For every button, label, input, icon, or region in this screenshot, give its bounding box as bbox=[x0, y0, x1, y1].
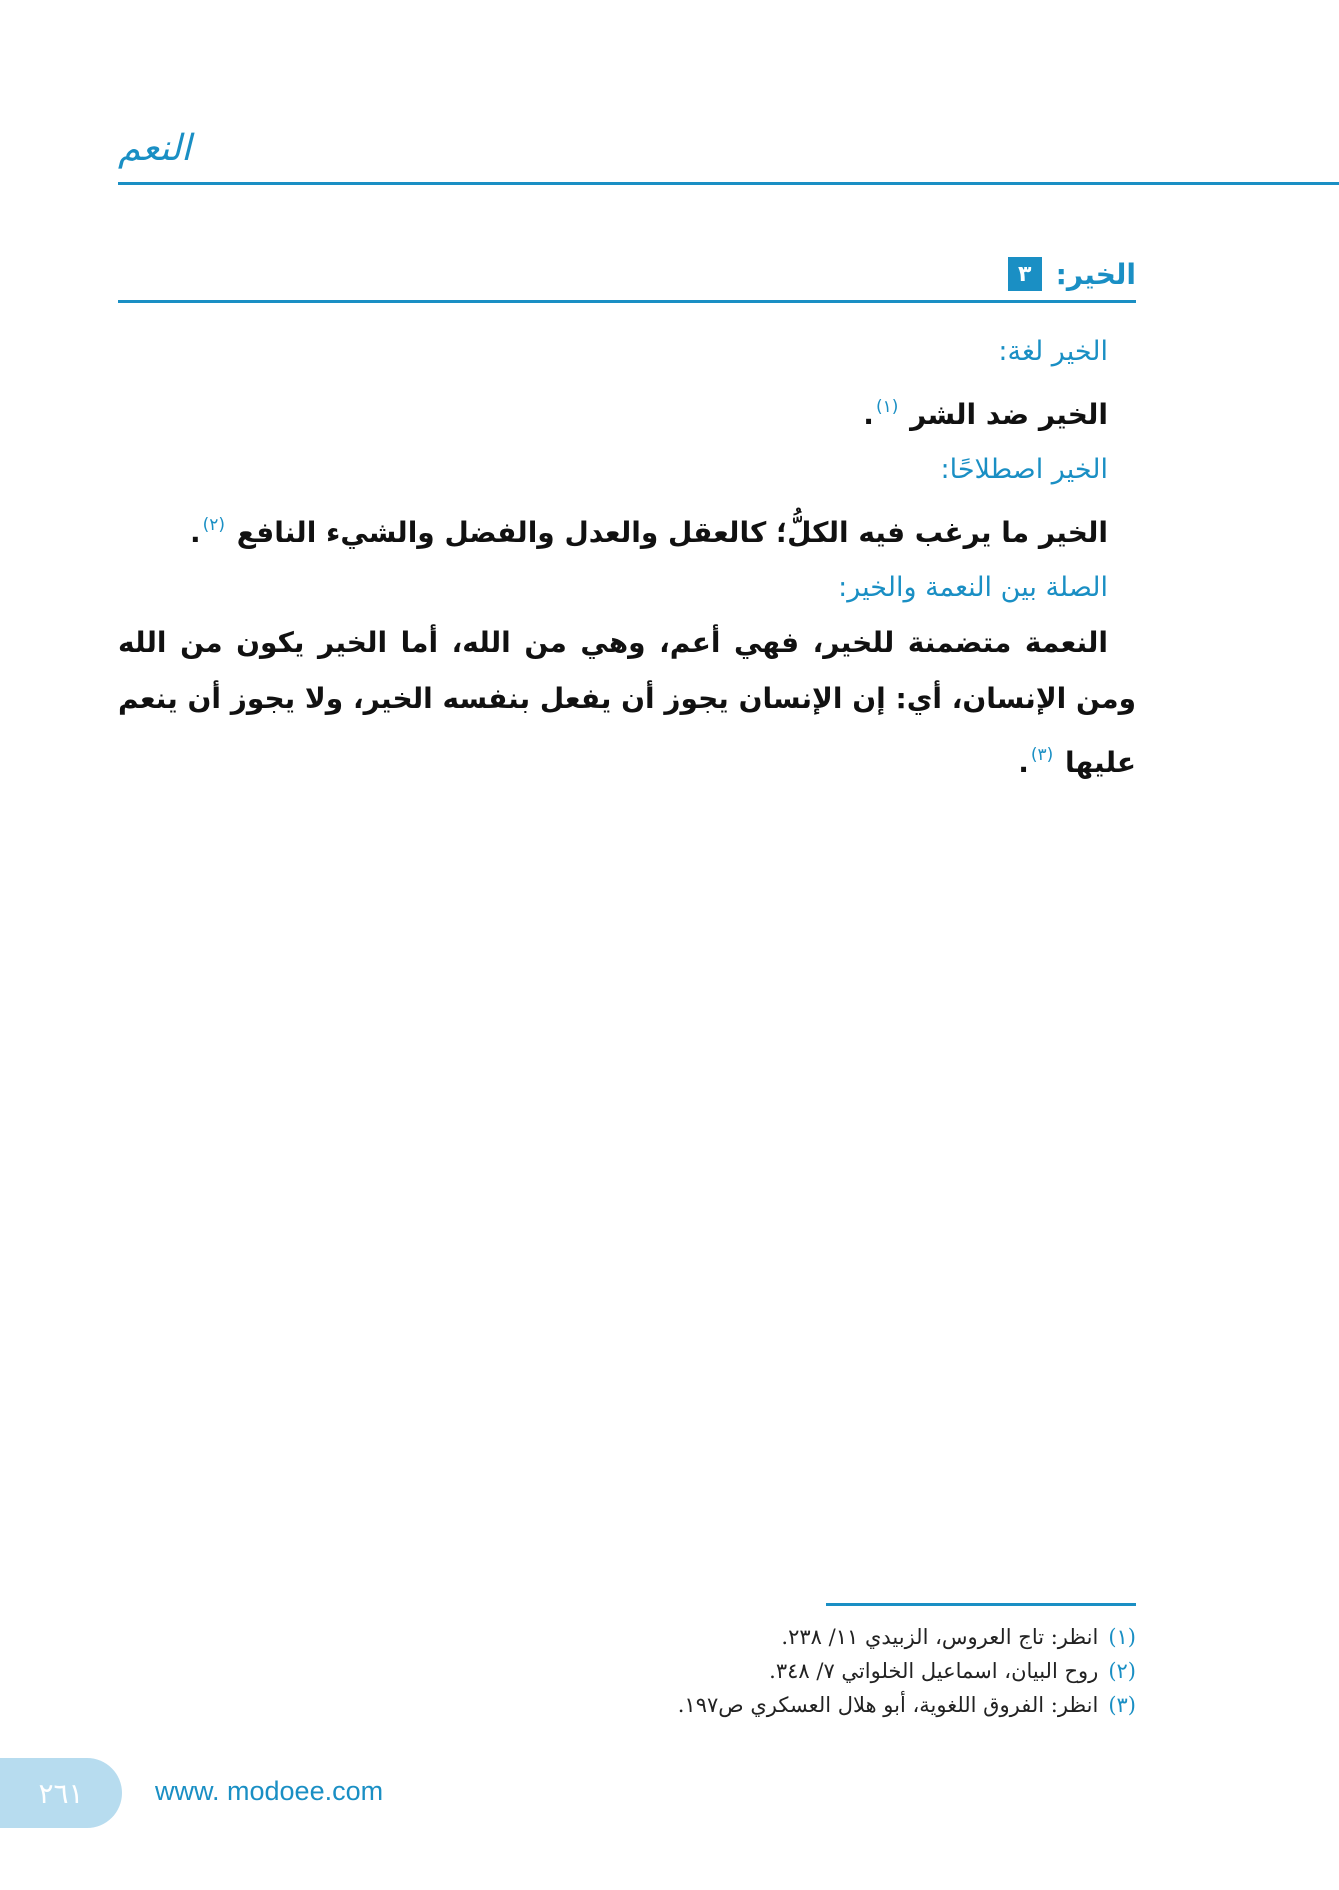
footnote-text: روح البيان، اسماعيل الخلواتي ٧/ ٣٤٨. bbox=[769, 1659, 1099, 1683]
footnote-number: (٣) bbox=[1108, 1693, 1136, 1717]
term-text: الخير ما يرغب فيه الكلُّ؛ كالعقل والعدل والفضل والشيء النافع bbox=[236, 516, 1108, 549]
footnote-text: انظر: تاج العروس، الزبيدي ١١/ ٢٣٨. bbox=[781, 1625, 1099, 1649]
footnote-divider bbox=[826, 1603, 1136, 1606]
footnote-item bbox=[436, 1688, 1136, 1722]
section-title: الخير: bbox=[1055, 257, 1136, 291]
header-title: النعم bbox=[118, 128, 192, 169]
lang-text: الخير ضد الشر bbox=[910, 398, 1108, 431]
section-divider bbox=[118, 300, 1136, 303]
footnote-item bbox=[436, 1654, 1136, 1688]
footnote-text: انظر: الفروق اللغوية، أبو هلال العسكري ص١٩٧. bbox=[677, 1693, 1099, 1717]
relation-end: . bbox=[1018, 746, 1029, 779]
page-number: ٢٦١ bbox=[38, 1776, 84, 1810]
term-heading: الخير اصطلاحًا: bbox=[940, 454, 1108, 485]
footnote-item bbox=[436, 1620, 1136, 1654]
term-definition bbox=[118, 497, 1136, 561]
relation-heading: الصلة بين النعمة والخير: bbox=[838, 572, 1108, 603]
term-end: . bbox=[189, 516, 201, 549]
footnote-ref-1[interactable]: (١) bbox=[875, 397, 899, 417]
relation-text: النعمة متضمنة للخير، فهي أعم، وهي من الله، أما الخير يكون من الله ومن الإنسان، أي: إن الإنسان يجوز أن يفعل بنفسه الخير، ولا يجوز أن ينعم عليها bbox=[118, 626, 1136, 779]
lang-end: . bbox=[863, 398, 874, 431]
footnote-ref-2[interactable]: (٢) bbox=[202, 515, 226, 535]
website-link[interactable]: www. modoee.com bbox=[155, 1776, 384, 1806]
content-body bbox=[118, 325, 1136, 791]
section-heading bbox=[1008, 257, 1136, 291]
footnote-number: (٢) bbox=[1108, 1659, 1136, 1683]
lang-definition bbox=[118, 379, 1136, 443]
footnote-ref-3[interactable]: (٣) bbox=[1030, 745, 1054, 765]
page-number-tab bbox=[0, 1758, 122, 1828]
lang-heading: الخير لغة: bbox=[998, 336, 1108, 367]
relation-paragraph bbox=[118, 615, 1136, 791]
footnote-number: (١) bbox=[1108, 1625, 1136, 1649]
footnotes bbox=[436, 1620, 1136, 1722]
header-divider bbox=[118, 182, 1339, 185]
section-number: ٣ bbox=[1008, 257, 1042, 291]
